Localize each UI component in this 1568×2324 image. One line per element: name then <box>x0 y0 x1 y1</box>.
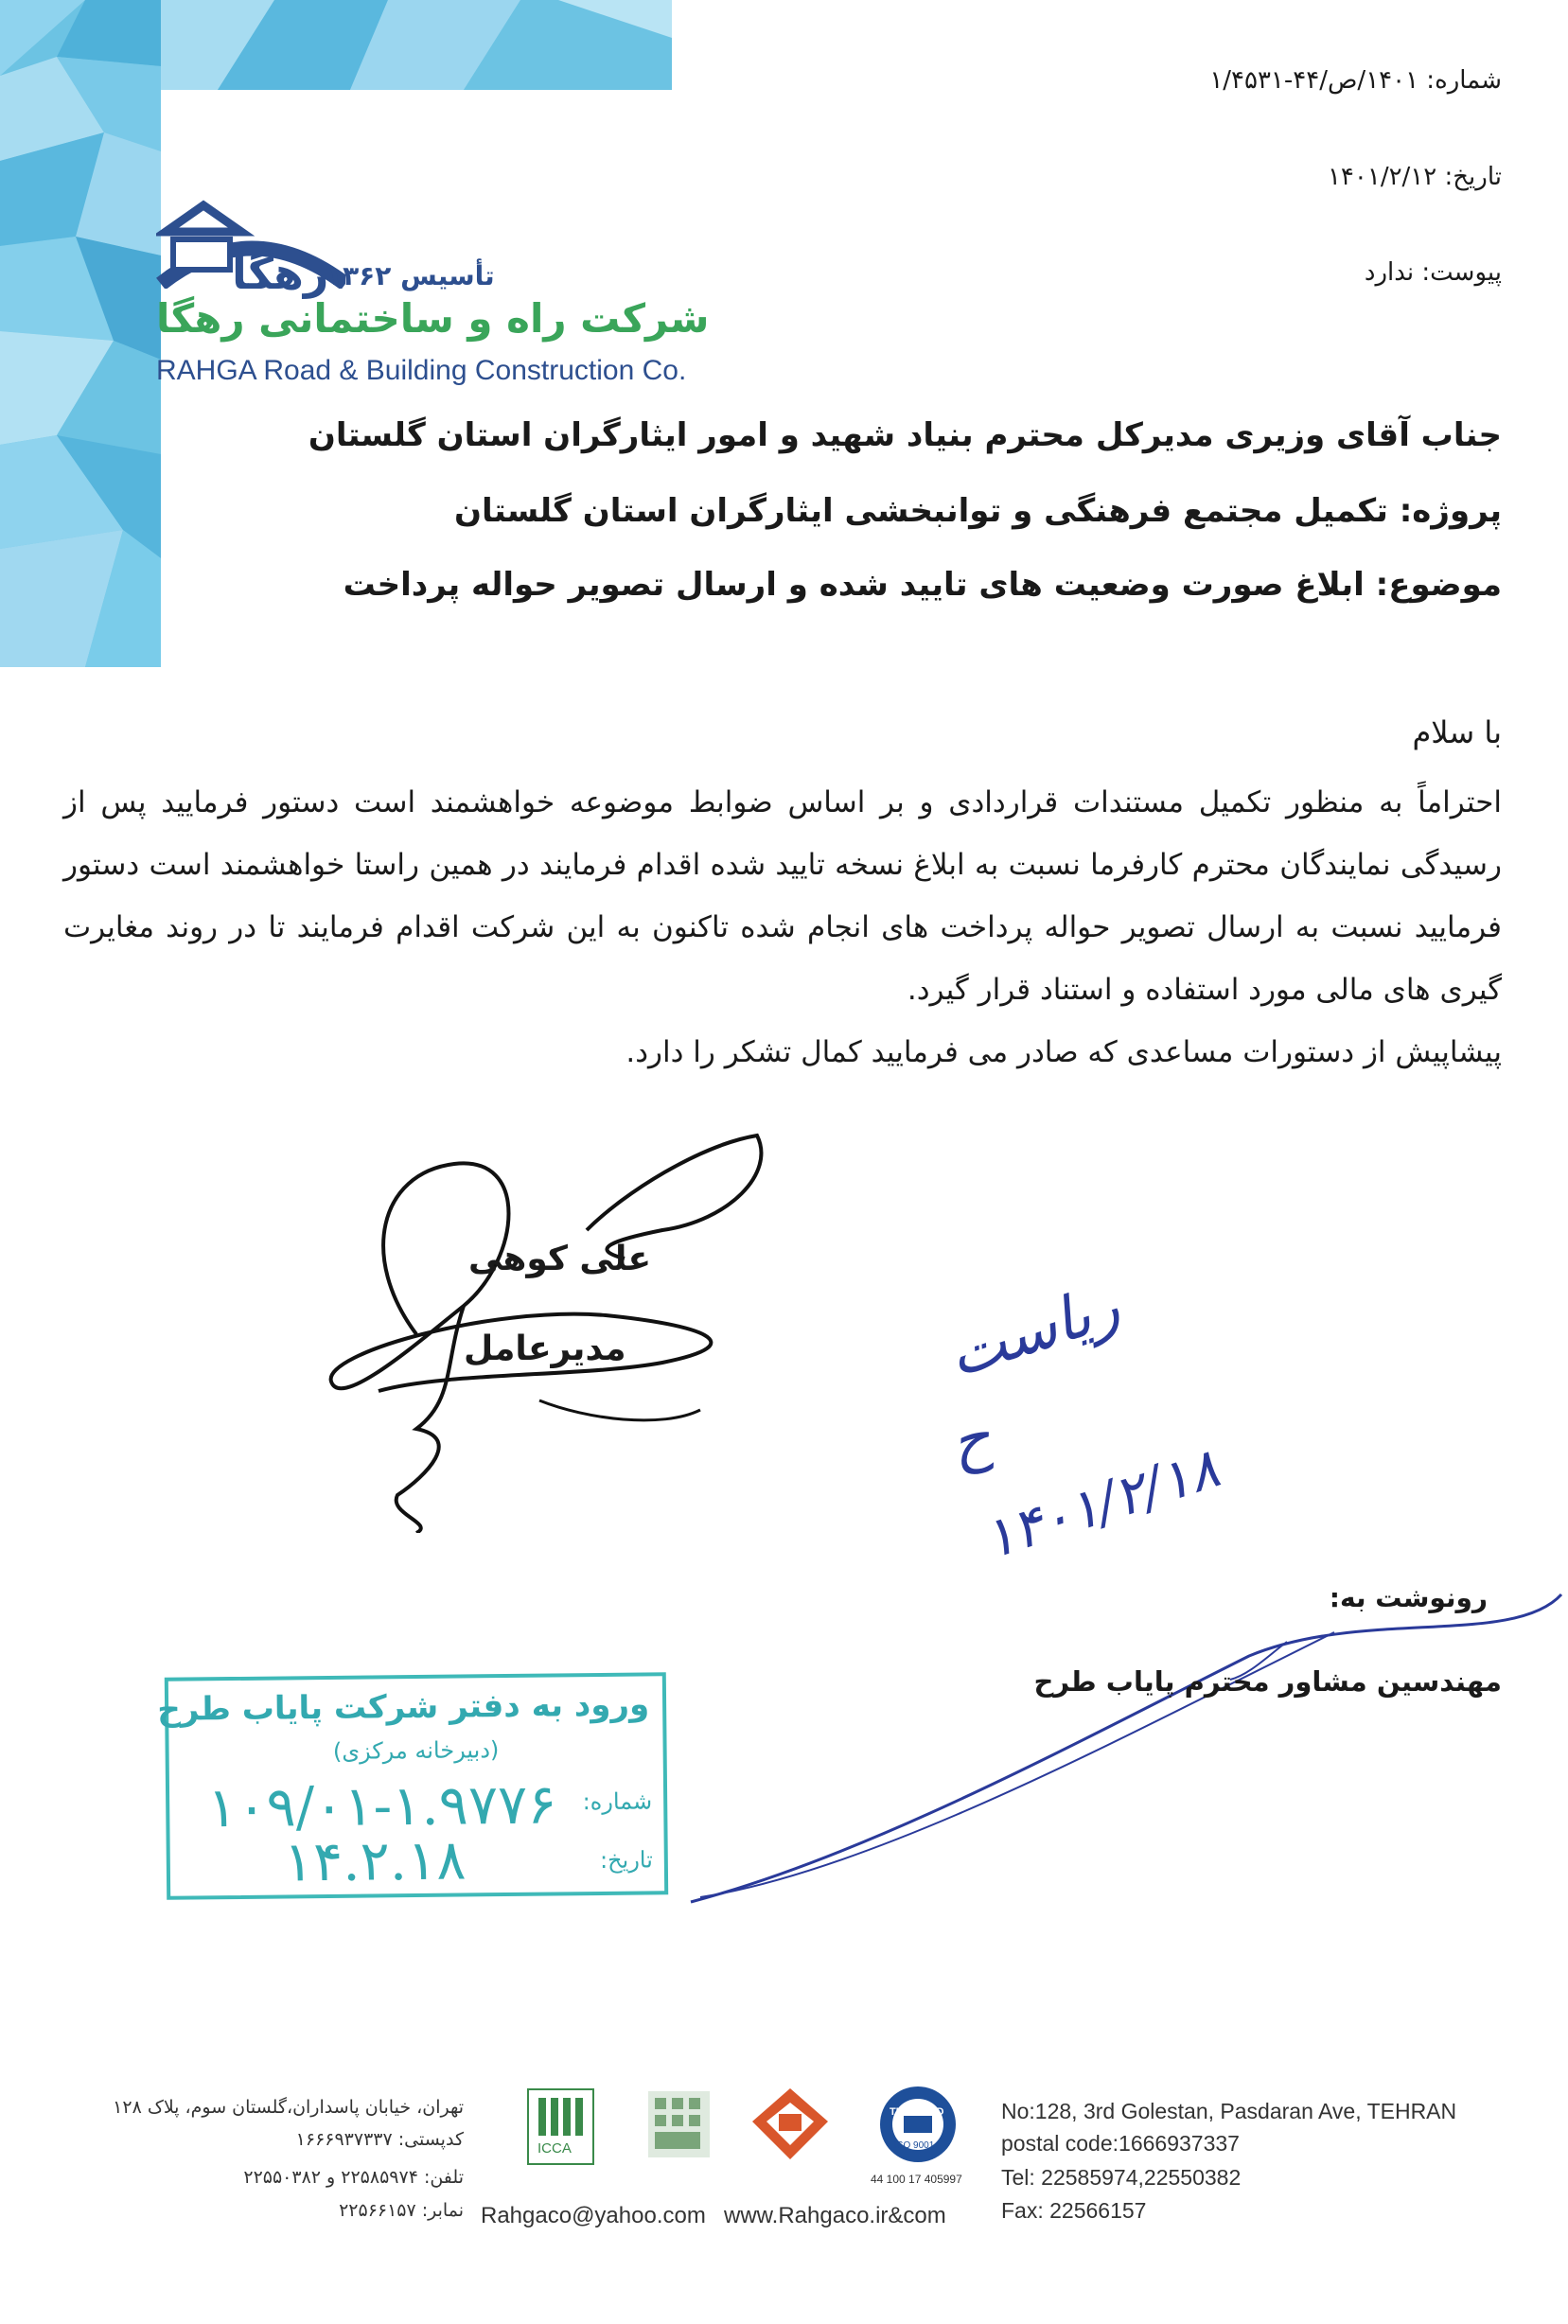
footer-postal-fa: کدپستی: ۱۶۶۶۹۳۷۳۳۷ <box>295 2129 464 2150</box>
cc-item: مهندسین مشاور محترم پایاب طرح <box>1033 1665 1502 1698</box>
iso-logo-text: ISO 9001 <box>894 2140 935 2151</box>
company-name-en: RAHGA Road & Building Construction Co. <box>156 355 687 386</box>
association-logo <box>643 2086 714 2162</box>
footer-phone-en: Tel: 22585974,22550382 <box>1001 2165 1242 2190</box>
reception-stamp <box>157 1672 668 1900</box>
syndicate-logo <box>748 2084 833 2164</box>
letter-number: شماره: ۱۴۰۱/ص/۴۴-۱/۴۵۳۱ <box>1209 66 1502 95</box>
handwritten-note-date: ۱۴۰۱/۲/۱۸ <box>975 1435 1227 1573</box>
tuv-iso-logo <box>875 2082 960 2167</box>
letter-recipient: جناب آقای وزیری مدیرکل محترم بنیاد شهید و امور ایثارگران استان گلستان <box>308 416 1502 454</box>
iso-cert-number: 44 100 17 405997 <box>871 2173 962 2186</box>
logo-word: رهگا <box>232 248 329 299</box>
footer-address-fa: تهران، خیابان پاسداران،گلستان سوم، پلاک ۱۲۸ <box>113 2097 464 2118</box>
stamp-date-label: تاریخ: <box>599 1846 653 1874</box>
footer-phone-fa: تلفن: ۲۲۵۸۵۹۷۴ و ۲۲۵۵۰۳۸۲ <box>243 2167 464 2188</box>
handwritten-note-line1: ریاست <box>940 1271 1128 1392</box>
header-mosaic-top-band <box>161 0 672 90</box>
stamp-subtitle: (دبیرخانه مرکزی) <box>332 1736 500 1765</box>
footer-postal-en: postal code:1666937337 <box>1001 2131 1240 2156</box>
stamp-number-value: ۱۰۹/۰۱-۱.۹۷۷۶ <box>206 1771 557 1840</box>
letter-greeting: با سلام <box>1412 714 1502 750</box>
cc-label: رونوشت به: <box>1329 1582 1488 1613</box>
company-established: تأسیس ۱۳۶۲ <box>326 260 495 291</box>
footer-fax-fa: نمابر: ۲۲۵۶۶۱۵۷ <box>339 2200 464 2221</box>
letter-subject: موضوع: ابلاغ صورت وضعیت های تایید شده و ارسال تصویر حواله پرداخت <box>343 566 1502 604</box>
footer-fax-en: Fax: 22566157 <box>1001 2198 1147 2223</box>
letter-attachment: پیوست: ندارد <box>1364 258 1502 287</box>
pen-stroke <box>681 1590 1568 1911</box>
company-name-fa: شرکت راه و ساختمانی رهگا <box>156 295 710 342</box>
footer-website[interactable]: www.Rahgaco.ir&com <box>724 2203 946 2228</box>
handwritten-note-line2: ح <box>943 1401 997 1479</box>
letter-body-paragraph: احتراماً به منظور تکمیل مستندات قراردادی و بر اساس ضوابط موضوعه خواهشمند است دستور فرمایید پس از رسیدگی نمایندگان محترم کارفرما نسبت به ابلاغ نسخه تایید شده اقدام فرمایند در همین راستا خواهشمند است دستور فرمایید نسبت به ارسال تصویر حواله پرداخت های انجام شده تاکنون به این شرکت اقدام فرمایند تا در روند مغایرت گیری های مالی مورد استفاده و استناد قرار گیرد. <box>63 785 1502 1007</box>
stamp-number-label: شماره: <box>582 1787 653 1816</box>
icca-logo-text: ICCA <box>537 2140 572 2157</box>
stamp-title: ورود به دفتر شرکت پایاب طرح <box>157 1685 650 1729</box>
letter-closing: پیشاپیش از دستورات مساعدی که صادر می فرمایید کمال تشکر را دارد. <box>625 1035 1502 1069</box>
letter-date: تاریخ: ۱۴۰۱/۲/۱۲ <box>1327 163 1502 191</box>
signature-name: علی کوهی <box>468 1240 652 1278</box>
signature-title: مدیرعامل <box>464 1329 626 1368</box>
letter-project: پروژه: تکمیل مجتمع فرهنگی و توانبخشی ایثارگران استان گلستان <box>454 492 1502 530</box>
letter-body <box>63 771 1502 1083</box>
signature-scribble <box>303 1117 795 1533</box>
tuv-logo-text: TUV NORD <box>890 2106 944 2118</box>
stamp-date-value: ۱۴.۲.۱۸ <box>283 1827 467 1894</box>
footer-address-en: No:128, 3rd Golestan, Pasdaran Ave, TEHRAN <box>1001 2099 1457 2123</box>
header-mosaic-background <box>0 0 161 667</box>
footer-email[interactable]: Rahgaco@yahoo.com <box>481 2203 706 2228</box>
